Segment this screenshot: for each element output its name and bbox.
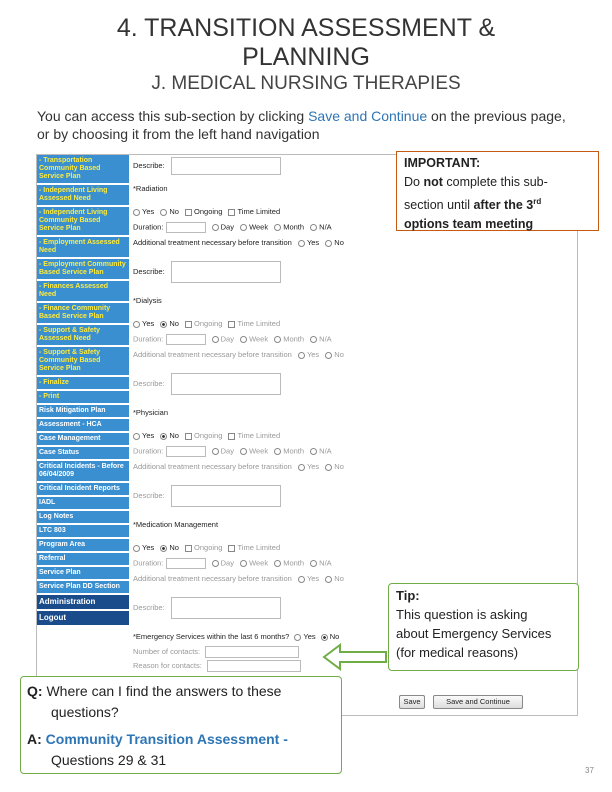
week-label: Week	[249, 446, 269, 456]
duration-input[interactable]	[166, 446, 206, 457]
month-label: Month	[283, 558, 305, 568]
reason-contacts-input[interactable]	[207, 660, 301, 672]
tip-text: This question is asking	[396, 607, 528, 622]
yes-label: Yes	[142, 431, 155, 440]
emergency-no-radio[interactable]	[321, 634, 328, 641]
yes-radio[interactable]	[133, 321, 140, 328]
reason-contacts-label: Reason for contacts:	[133, 660, 202, 670]
nav-item[interactable]: Case Status	[37, 447, 129, 461]
nav-item[interactable]: - Print	[37, 391, 129, 405]
additional-label: Additional treatment necessary before transition	[133, 574, 292, 583]
duration-input[interactable]	[166, 222, 206, 233]
q-text: Where can I find the answers to these	[42, 683, 282, 699]
describe-textarea[interactable]	[171, 597, 281, 619]
section-dialysis: *Dialysis	[133, 296, 162, 305]
no-label: No	[334, 350, 344, 359]
a-text: Questions 29 & 31	[51, 752, 167, 768]
left-navigation	[37, 155, 129, 627]
yes-radio[interactable]	[133, 545, 140, 552]
nav-item[interactable]: Service Plan DD Section	[37, 581, 129, 595]
section-medication: *Medication Management	[133, 520, 219, 529]
time-limited-checkbox[interactable]	[228, 321, 235, 328]
yes-radio[interactable]	[133, 209, 140, 216]
important-text: options team meeting	[404, 217, 534, 232]
important-after: after the 3	[473, 198, 534, 213]
additional-yes-radio[interactable]	[298, 464, 305, 471]
nav-item[interactable]: - Finance Community Based Service Plan	[37, 303, 129, 325]
important-not: not	[423, 175, 443, 189]
nav-item[interactable]: - Support & Safety Community Based Service Plan	[37, 347, 129, 377]
week-label: Week	[249, 222, 269, 232]
month-radio[interactable]	[274, 336, 281, 343]
intro-before: You can access this sub-section by clicking	[37, 108, 309, 124]
nav-item[interactable]: - Transportation Community Based Service Plan	[37, 155, 129, 185]
no-radio-selected[interactable]	[160, 321, 167, 328]
important-text: section until	[404, 198, 474, 213]
yes-label: Yes	[306, 350, 320, 359]
no-label: No	[334, 574, 344, 583]
day-radio[interactable]	[212, 224, 219, 231]
nav-item[interactable]: - Finalize	[37, 377, 129, 391]
describe-label: Describe:	[133, 378, 165, 388]
time-limited-label: Time Limited	[237, 431, 281, 440]
yes-label: Yes	[306, 462, 320, 471]
nav-item[interactable]: Administration	[37, 595, 129, 611]
no-radio[interactable]	[160, 209, 167, 216]
section-physician: *Physician	[133, 408, 169, 417]
additional-yes-radio[interactable]	[298, 240, 305, 247]
nav-item[interactable]: Referral	[37, 553, 129, 567]
no-radio-selected[interactable]	[160, 545, 167, 552]
additional-label: Additional treatment necessary before transition	[133, 238, 292, 247]
no-label: No	[169, 543, 179, 552]
no-label: No	[334, 238, 344, 247]
describe-label: Describe:	[133, 490, 165, 500]
time-limited-label: Time Limited	[237, 319, 281, 328]
yes-label: Yes	[142, 543, 155, 552]
na-radio[interactable]	[310, 560, 317, 567]
important-sup: rd	[533, 197, 542, 206]
describe-label: Describe:	[133, 160, 165, 170]
ongoing-label: Ongoing	[194, 431, 223, 440]
additional-no-radio[interactable]	[325, 576, 332, 583]
save-button[interactable]: Save	[399, 695, 425, 709]
nav-item[interactable]: Risk Mitigation Plan	[37, 405, 129, 419]
additional-label: Additional treatment necessary before transition	[133, 350, 292, 359]
month-label: Month	[283, 446, 305, 456]
nav-item[interactable]: Critical Incidents - Before 06/04/2009	[37, 461, 129, 483]
no-radio-selected[interactable]	[160, 433, 167, 440]
yes-label: Yes	[306, 574, 320, 583]
ongoing-label: Ongoing	[194, 207, 223, 216]
a-label: A:	[27, 731, 42, 747]
day-radio[interactable]	[212, 448, 219, 455]
additional-no-radio[interactable]	[325, 240, 332, 247]
describe-textarea[interactable]	[171, 261, 281, 283]
week-radio[interactable]	[240, 224, 247, 231]
nav-item[interactable]: Program Area	[37, 539, 129, 553]
no-label: No	[334, 462, 344, 471]
ongoing-checkbox[interactable]	[185, 321, 192, 328]
save-continue-link: Save and Continue	[308, 108, 428, 124]
nav-item[interactable]: Logout	[37, 611, 129, 627]
na-label: N/A	[319, 222, 332, 232]
additional-no-radio[interactable]	[325, 352, 332, 359]
describe-textarea[interactable]	[171, 485, 281, 507]
additional-label: Additional treatment necessary before transition	[133, 462, 292, 471]
no-label: No	[329, 632, 340, 641]
page-title-line2: PLANNING	[242, 43, 370, 71]
time-limited-checkbox[interactable]	[228, 433, 235, 440]
q-label: Q:	[27, 683, 43, 699]
nav-item[interactable]: - Independent Living Community Based Service Plan	[37, 207, 129, 237]
section-radiation: *Radiation	[133, 184, 168, 193]
month-radio[interactable]	[274, 224, 281, 231]
emergency-yes-radio[interactable]	[294, 634, 301, 641]
describe-label: Describe:	[133, 602, 165, 612]
page-subtitle: J. MEDICAL NURSING THERAPIES	[151, 73, 461, 94]
additional-yes-radio[interactable]	[298, 576, 305, 583]
additional-yes-radio[interactable]	[298, 352, 305, 359]
tip-text: about Emergency Services	[396, 626, 552, 641]
week-radio[interactable]	[240, 336, 247, 343]
month-label: Month	[283, 334, 305, 344]
intro-text	[37, 107, 577, 143]
nav-item[interactable]: LTC 803	[37, 525, 129, 539]
yes-radio[interactable]	[133, 433, 140, 440]
ongoing-checkbox[interactable]	[185, 209, 192, 216]
q-text2: questions?	[51, 704, 119, 720]
important-callout	[396, 151, 599, 231]
a-link: Community Transition Assessment -	[41, 731, 288, 747]
duration-input[interactable]	[166, 558, 206, 569]
na-radio[interactable]	[310, 224, 317, 231]
tip-callout	[388, 583, 579, 671]
month-radio[interactable]	[274, 560, 281, 567]
day-label: Day	[220, 558, 234, 568]
save-and-continue-button[interactable]: Save and Continue	[433, 695, 523, 709]
na-radio[interactable]	[310, 448, 317, 455]
nav-item[interactable]: Case Management	[37, 433, 129, 447]
nav-item[interactable]: IADL	[37, 497, 129, 511]
time-limited-checkbox[interactable]	[228, 545, 235, 552]
yes-label: Yes	[306, 238, 320, 247]
nav-item[interactable]: - Finances Assessed Need	[37, 281, 129, 303]
emergency-label: *Emergency Services within the last 6 months?	[133, 632, 290, 641]
tip-text: (for medical reasons)	[396, 645, 519, 660]
duration-label: Duration:	[133, 222, 164, 232]
yes-label: Yes	[303, 632, 316, 641]
na-label: N/A	[319, 446, 332, 456]
time-limited-label: Time Limited	[237, 543, 281, 552]
nav-item[interactable]: - Support & Safety Assessed Need	[37, 325, 129, 347]
no-label: No	[169, 319, 179, 328]
month-label: Month	[283, 222, 305, 232]
day-label: Day	[220, 334, 234, 344]
no-label: No	[169, 431, 179, 440]
tip-heading: Tip:	[396, 588, 420, 603]
page-title-line1: 4. TRANSITION ASSESSMENT &	[116, 14, 496, 42]
ongoing-checkbox[interactable]	[185, 433, 192, 440]
yes-label: Yes	[142, 319, 155, 328]
important-heading: IMPORTANT:	[404, 156, 481, 170]
week-radio[interactable]	[240, 560, 247, 567]
na-label: N/A	[319, 558, 332, 568]
week-label: Week	[249, 558, 269, 568]
ongoing-label: Ongoing	[194, 543, 223, 552]
day-label: Day	[220, 222, 234, 232]
week-label: Week	[249, 334, 269, 344]
left-arrow-icon	[322, 643, 388, 671]
yes-label: Yes	[142, 207, 155, 216]
nav-item[interactable]: Service Plan	[37, 567, 129, 581]
intro-after: on the previous page, or by choosing it from the left hand navigation	[37, 108, 566, 142]
describe-label: Describe:	[133, 266, 165, 276]
describe-textarea[interactable]	[171, 373, 281, 395]
important-text: Do	[404, 175, 424, 189]
num-contacts-input[interactable]	[205, 646, 299, 658]
day-radio[interactable]	[212, 336, 219, 343]
time-limited-label: Time Limited	[237, 207, 281, 216]
page-number: 37	[585, 766, 594, 775]
nav-item[interactable]: - Independent Living Assessed Need	[37, 185, 129, 207]
ongoing-checkbox[interactable]	[185, 545, 192, 552]
nav-item[interactable]: - Employment Assessed Need	[37, 237, 129, 259]
num-contacts-label: Number of contacts:	[133, 646, 201, 656]
no-label: No	[169, 207, 179, 216]
month-radio[interactable]	[274, 448, 281, 455]
duration-label: Duration:	[133, 334, 164, 344]
week-radio[interactable]	[240, 448, 247, 455]
nav-item[interactable]: Log Notes	[37, 511, 129, 525]
additional-no-radio[interactable]	[325, 464, 332, 471]
day-radio[interactable]	[212, 560, 219, 567]
qa-box	[20, 676, 342, 774]
na-radio[interactable]	[310, 336, 317, 343]
nav-item[interactable]: Assessment - HCA	[37, 419, 129, 433]
na-label: N/A	[319, 334, 332, 344]
duration-label: Duration:	[133, 446, 164, 456]
duration-input[interactable]	[166, 334, 206, 345]
describe-textarea[interactable]	[171, 157, 281, 175]
duration-label: Duration:	[133, 558, 164, 568]
nav-item[interactable]: Critical Incident Reports	[37, 483, 129, 497]
important-text: complete this sub-	[442, 175, 548, 189]
ongoing-label: Ongoing	[194, 319, 223, 328]
day-label: Day	[220, 446, 234, 456]
nav-item[interactable]: - Employment Community Based Service Plan	[37, 259, 129, 281]
time-limited-checkbox[interactable]	[228, 209, 235, 216]
